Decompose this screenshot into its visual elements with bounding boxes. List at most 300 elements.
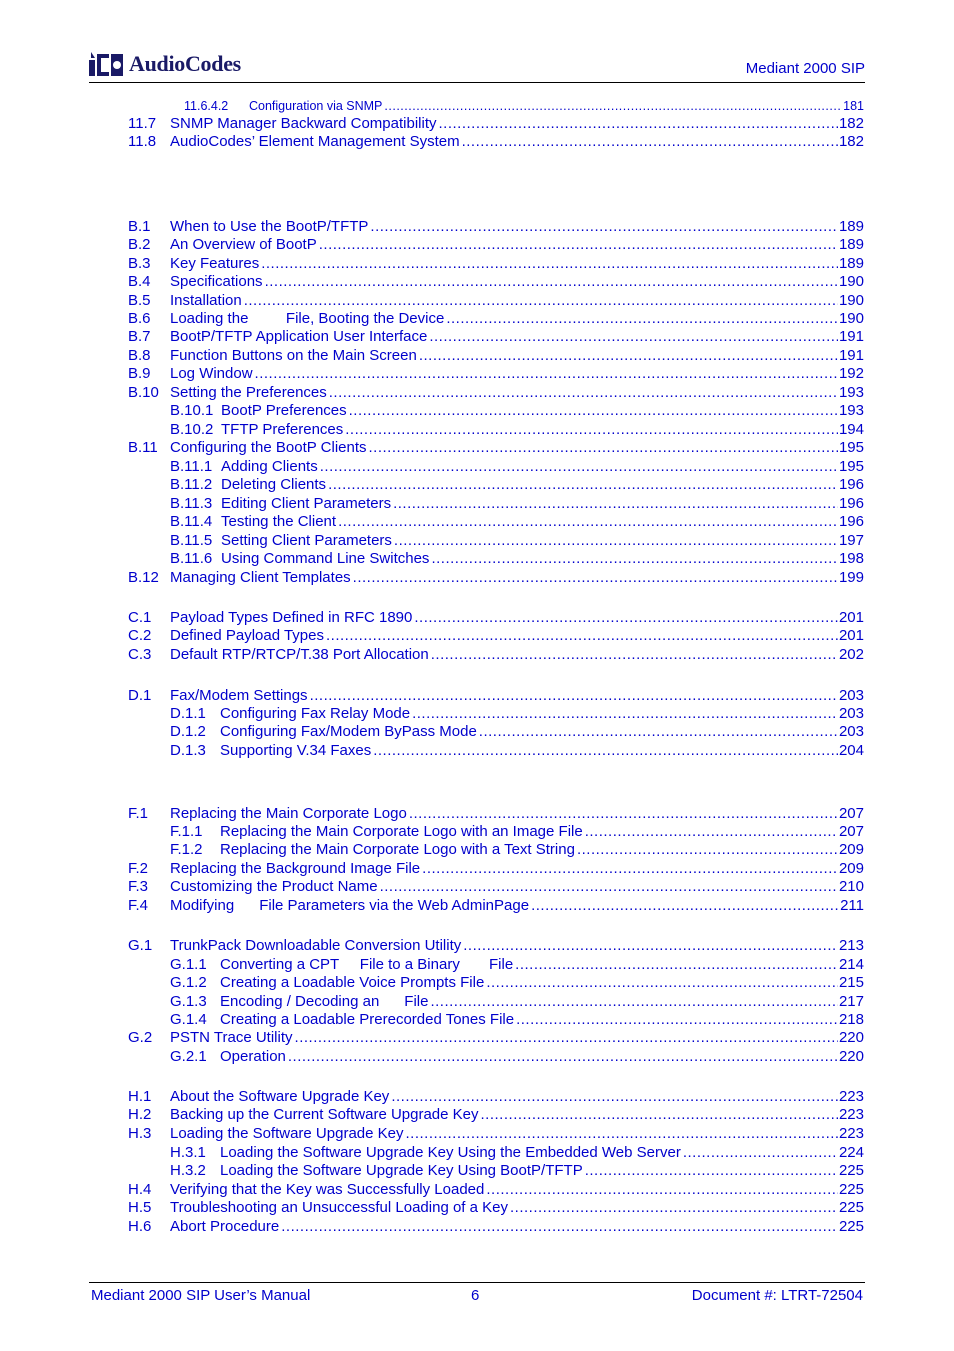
toc-entry-line bbox=[170, 365, 864, 383]
toc-entry-line bbox=[170, 1199, 864, 1217]
toc-entry[interactable] bbox=[0, 476, 954, 494]
toc-entry-number: G.1.2 bbox=[170, 974, 207, 991]
footer-manual-title: Mediant 2000 SIP User’s Manual bbox=[91, 1287, 311, 1304]
toc-entry-title: BootP Preferences bbox=[221, 402, 347, 419]
page-header bbox=[89, 46, 865, 83]
toc-entry-title: Fax/Modem Settings bbox=[170, 687, 308, 704]
toc-entry-line bbox=[220, 1144, 864, 1162]
toc-dot-leader bbox=[414, 609, 838, 627]
toc-entry[interactable] bbox=[0, 495, 954, 513]
toc-dot-leader bbox=[391, 1088, 838, 1106]
toc-entry-number: B.11.1 bbox=[170, 458, 213, 475]
toc-entry-line bbox=[170, 115, 864, 133]
toc-entry-page: 182 bbox=[838, 133, 864, 150]
toc-entry-title: Verifying that the Key was Successfully Loaded bbox=[170, 1181, 485, 1198]
toc-entry-number: 11.6.4.2 bbox=[184, 99, 229, 113]
toc-entry[interactable] bbox=[0, 1048, 954, 1066]
toc-entry[interactable] bbox=[0, 328, 954, 346]
toc-entry-line bbox=[220, 1162, 864, 1180]
toc-entry-line bbox=[220, 956, 864, 974]
toc-entry-title: Defined Payload Types bbox=[170, 627, 324, 644]
brand-name: AudioCodes bbox=[129, 51, 241, 76]
toc-dot-leader bbox=[486, 974, 838, 992]
toc-entry-title: Creating a Loadable Prerecorded Tones File bbox=[220, 1011, 515, 1028]
toc-entry-page: 190 bbox=[838, 310, 864, 327]
toc-entry-page: 194 bbox=[838, 421, 864, 438]
toc-entry-page: 198 bbox=[838, 550, 864, 567]
toc-entry-title: Supporting V.34 Faxes bbox=[220, 742, 372, 759]
toc-entry-title: Specifications bbox=[170, 273, 263, 290]
toc-entry-page: 204 bbox=[838, 742, 864, 759]
toc-entry-page: 196 bbox=[838, 476, 864, 493]
toc-dot-leader bbox=[353, 569, 838, 587]
toc-entry-page: 215 bbox=[838, 974, 864, 991]
toc-entry-page: 191 bbox=[838, 328, 864, 345]
toc-entry-number: G.2.1 bbox=[170, 1048, 207, 1065]
toc-entry-page: 217 bbox=[838, 993, 864, 1010]
toc-entry-page: 202 bbox=[838, 646, 864, 663]
toc-entry-page: 196 bbox=[838, 495, 864, 512]
audiocodes-logo bbox=[89, 48, 241, 80]
toc-entry-title: BootP/TFTP Application User Interface bbox=[170, 328, 428, 345]
toc-entry-number: H.3.2 bbox=[170, 1162, 206, 1179]
toc-dot-leader bbox=[683, 1144, 838, 1162]
toc-entry-title: TFTP Preferences bbox=[221, 421, 344, 438]
toc-entry-page: 224 bbox=[838, 1144, 864, 1161]
toc-entry[interactable] bbox=[0, 532, 954, 550]
toc-entry[interactable] bbox=[0, 609, 954, 627]
toc-entry-number: B.8 bbox=[128, 347, 151, 364]
toc-entry[interactable] bbox=[0, 723, 954, 741]
toc-entry-number: B.9 bbox=[128, 365, 151, 382]
toc-entry[interactable] bbox=[0, 439, 954, 457]
toc-entry-title: Replacing the Main Corporate Logo with an Image File bbox=[220, 823, 583, 840]
toc-entry-page: 209 bbox=[838, 860, 864, 877]
toc-entry-line bbox=[221, 458, 864, 476]
toc-dot-leader bbox=[338, 513, 838, 531]
toc-entry-line bbox=[170, 133, 864, 151]
toc-entry-number: F.1.1 bbox=[170, 823, 203, 840]
toc-entry[interactable] bbox=[0, 384, 954, 402]
toc-entry[interactable] bbox=[0, 627, 954, 645]
toc-entry-page: 225 bbox=[838, 1181, 864, 1198]
toc-entry[interactable] bbox=[0, 458, 954, 476]
toc-entry[interactable] bbox=[0, 255, 954, 273]
toc-entry-line bbox=[220, 841, 864, 859]
toc-entry-line bbox=[220, 723, 864, 741]
toc-entry-page: 189 bbox=[838, 218, 864, 235]
toc-entry-page: 197 bbox=[838, 532, 864, 549]
toc-entry-page: 199 bbox=[838, 569, 864, 586]
toc-entry-page: 209 bbox=[838, 841, 864, 858]
toc-entry-number: H.3.1 bbox=[170, 1144, 206, 1161]
toc-dot-leader bbox=[281, 1218, 838, 1236]
toc-entry-title: AudioCodes’ Element Management System bbox=[170, 133, 460, 150]
toc-entry-number: B.2 bbox=[128, 236, 151, 253]
toc-entry-title: Setting Client Parameters bbox=[221, 532, 392, 549]
toc-entry-number: F.2 bbox=[128, 860, 149, 877]
toc-entry-number: G.1.3 bbox=[170, 993, 207, 1010]
toc-entry-line bbox=[170, 439, 864, 457]
toc-entry-number: G.1.4 bbox=[170, 1011, 207, 1028]
toc-entry-line bbox=[221, 550, 864, 568]
toc-entry-page: 201 bbox=[838, 609, 864, 626]
toc-entry[interactable] bbox=[0, 569, 954, 587]
toc-entry[interactable] bbox=[0, 1106, 954, 1124]
toc-entry-number: D.1 bbox=[128, 687, 152, 704]
toc-entry-number: B.11.5 bbox=[170, 532, 213, 549]
toc-entry-page: 191 bbox=[838, 347, 864, 364]
toc-entry-title: Configuration via SNMP bbox=[249, 99, 383, 113]
toc-entry-title: Key Features bbox=[170, 255, 260, 272]
toc-entry-line bbox=[249, 97, 864, 115]
toc-entry[interactable] bbox=[0, 115, 954, 133]
toc-dot-leader bbox=[261, 255, 838, 273]
toc-entry-line bbox=[220, 1011, 864, 1029]
toc-dot-leader bbox=[255, 365, 838, 383]
toc-entry-number: D.1.1 bbox=[170, 705, 206, 722]
toc-entry-page: 196 bbox=[838, 513, 864, 530]
toc-entry-page: 203 bbox=[838, 705, 864, 722]
toc-entry-title: TrunkPack Downloadable Conversion Utility bbox=[170, 937, 462, 954]
toc-entry-title: SNMP Manager Backward Compatibility bbox=[170, 115, 437, 132]
toc-entry[interactable] bbox=[0, 1199, 954, 1217]
toc-entry[interactable] bbox=[0, 236, 954, 254]
toc-entry[interactable] bbox=[0, 1011, 954, 1029]
toc-entry-title: Loading the Software Upgrade Key Using BootP/TFTP bbox=[220, 1162, 583, 1179]
toc-dot-leader bbox=[370, 218, 838, 236]
footer-page-number: 6 bbox=[471, 1287, 480, 1304]
toc-entry[interactable] bbox=[0, 97, 954, 115]
toc-entry-number: 11.7 bbox=[128, 115, 157, 132]
toc-dot-leader bbox=[384, 97, 842, 115]
toc-dot-leader bbox=[373, 742, 838, 760]
toc-entry-line bbox=[220, 1048, 864, 1066]
toc-entry-number: D.1.2 bbox=[170, 723, 206, 740]
toc-entry-title: PSTN Trace Utility bbox=[170, 1029, 293, 1046]
toc-entry-title: Installation bbox=[170, 292, 242, 309]
toc-entry-title: Replacing the Background Image File bbox=[170, 860, 421, 877]
toc-entry-number: B.5 bbox=[128, 292, 151, 309]
toc-entry-number: B.10 bbox=[128, 384, 159, 401]
toc-dot-leader bbox=[319, 236, 838, 254]
toc-dot-leader bbox=[369, 439, 838, 457]
toc-entry-number: F.3 bbox=[128, 878, 149, 895]
toc-entry[interactable] bbox=[0, 1218, 954, 1236]
toc-entry-line bbox=[170, 328, 864, 346]
toc-entry-number: 11.8 bbox=[128, 133, 157, 150]
toc-entry-title: Payload Types Defined in RFC 1890 bbox=[170, 609, 413, 626]
toc-entry-page: 223 bbox=[838, 1125, 864, 1142]
toc-entry-number: C.1 bbox=[128, 609, 152, 626]
toc-entry-page: 190 bbox=[838, 273, 864, 290]
toc-entry[interactable] bbox=[0, 705, 954, 723]
toc-entry-page: 193 bbox=[838, 402, 864, 419]
toc-entry-number: B.11.2 bbox=[170, 476, 213, 493]
toc-entry-number: B.3 bbox=[128, 255, 151, 272]
toc-entry[interactable] bbox=[0, 974, 954, 992]
toc-entry-line bbox=[170, 218, 864, 236]
toc-entry-line bbox=[221, 513, 864, 531]
toc-dot-leader bbox=[310, 687, 838, 705]
toc-entry[interactable] bbox=[0, 402, 954, 420]
toc-dot-leader bbox=[345, 421, 838, 439]
toc-entry-page: 218 bbox=[838, 1011, 864, 1028]
toc-dot-leader bbox=[585, 1162, 838, 1180]
toc-entry-page: 181 bbox=[843, 99, 864, 113]
toc-dot-leader bbox=[439, 115, 838, 133]
toc-entry-page: 220 bbox=[838, 1029, 864, 1046]
toc-entry[interactable] bbox=[0, 310, 954, 328]
toc-entry-page: 203 bbox=[838, 723, 864, 740]
toc-entry-line bbox=[220, 705, 864, 723]
toc-entry-number: C.3 bbox=[128, 646, 152, 663]
toc-entry-number: C.2 bbox=[128, 627, 152, 644]
toc-entry[interactable] bbox=[0, 805, 954, 823]
toc-entry-line bbox=[170, 609, 864, 627]
toc-entry-number: G.2 bbox=[128, 1029, 153, 1046]
toc-entry-page: 190 bbox=[838, 292, 864, 309]
toc-dot-leader bbox=[288, 1048, 838, 1066]
toc-entry-number: H.5 bbox=[128, 1199, 152, 1216]
toc-entry-page: 182 bbox=[838, 115, 864, 132]
toc-entry-page: 214 bbox=[838, 956, 864, 973]
toc-entry-page: 189 bbox=[838, 236, 864, 253]
toc-dot-leader bbox=[320, 458, 838, 476]
toc-entry[interactable] bbox=[0, 273, 954, 291]
toc-entry-title: Loading the Software Upgrade Key Using the Embedded Web Server bbox=[220, 1144, 681, 1161]
toc-entry-line bbox=[220, 974, 864, 992]
toc-entry-title: Configuring Fax/Modem ByPass Mode bbox=[220, 723, 477, 740]
toc-entry[interactable] bbox=[0, 956, 954, 974]
toc-entry-number: B.4 bbox=[128, 273, 151, 290]
toc-entry[interactable] bbox=[0, 1181, 954, 1199]
toc-entry[interactable] bbox=[0, 878, 954, 896]
toc-entry[interactable] bbox=[0, 1162, 954, 1180]
toc-dot-leader bbox=[393, 495, 838, 513]
toc-entry-title: Abort Procedure bbox=[170, 1218, 280, 1235]
toc-entry-number: H.2 bbox=[128, 1106, 152, 1123]
toc-dot-leader bbox=[510, 1199, 838, 1217]
toc-entry-line bbox=[170, 687, 864, 705]
toc-dot-leader bbox=[394, 532, 838, 550]
toc-entry-page: 192 bbox=[838, 365, 864, 382]
toc-entry-line bbox=[221, 421, 864, 439]
toc-dot-leader bbox=[585, 823, 838, 841]
toc-entry-title: Deleting Clients bbox=[221, 476, 327, 493]
toc-entry-line bbox=[170, 569, 864, 587]
toc-entry-title: Customizing the Product Name bbox=[170, 878, 378, 895]
toc-entry[interactable] bbox=[0, 860, 954, 878]
toc-entry-line bbox=[170, 1106, 864, 1124]
toc-entry-page: 195 bbox=[838, 458, 864, 475]
toc-entry-title: Creating a Loadable Voice Prompts File bbox=[220, 974, 485, 991]
toc-entry-line bbox=[221, 532, 864, 550]
toc-entry-number: H.4 bbox=[128, 1181, 152, 1198]
toc-entry-title: Testing the Client bbox=[221, 513, 337, 530]
toc-entry-page: 225 bbox=[838, 1199, 864, 1216]
toc-entry-line bbox=[170, 1181, 864, 1199]
toc-entry-line bbox=[170, 897, 864, 915]
toc-dot-leader bbox=[329, 384, 838, 402]
toc-entry-title: Replacing the Main Corporate Logo bbox=[170, 805, 407, 822]
toc-dot-leader bbox=[406, 1125, 838, 1143]
toc-entry-line bbox=[170, 236, 864, 254]
toc-entry-number: B.11.6 bbox=[170, 550, 213, 567]
toc-entry-number: G.1.1 bbox=[170, 956, 207, 973]
toc-entry-number: H.6 bbox=[128, 1218, 152, 1235]
toc-entry-title: Log Window bbox=[170, 365, 253, 382]
toc-dot-leader bbox=[422, 860, 838, 878]
toc-entry-title: About the Software Upgrade Key bbox=[170, 1088, 390, 1105]
toc-entry[interactable] bbox=[0, 897, 954, 915]
toc-entry-number: B.1 bbox=[128, 218, 151, 235]
toc-entry-page: 189 bbox=[838, 255, 864, 272]
toc-dot-leader bbox=[479, 723, 838, 741]
toc-dot-leader bbox=[265, 273, 838, 291]
toc-entry-line bbox=[221, 402, 864, 420]
toc-entry-title: Setting the Preferences bbox=[170, 384, 327, 401]
toc-entry-line bbox=[170, 937, 864, 955]
toc-entry[interactable] bbox=[0, 1029, 954, 1047]
toc-entry-number: B.11.4 bbox=[170, 513, 213, 530]
toc-entry-page: 223 bbox=[838, 1106, 864, 1123]
toc-entry[interactable] bbox=[0, 1125, 954, 1143]
toc-entry-title: Loading the File, Booting the Device bbox=[170, 310, 445, 327]
toc-entry-line bbox=[221, 495, 864, 513]
toc-entry-title: Default RTP/RTCP/T.38 Port Allocation bbox=[170, 646, 429, 663]
toc-entry-page: 207 bbox=[838, 823, 864, 840]
toc-dot-leader bbox=[244, 292, 838, 310]
toc-entry-line bbox=[170, 273, 864, 291]
toc-dot-leader bbox=[412, 705, 838, 723]
toc-entry-line bbox=[170, 310, 864, 328]
toc-entry-number: B.6 bbox=[128, 310, 151, 327]
toc-entry[interactable] bbox=[0, 421, 954, 439]
toc-entry-title: An Overview of BootP bbox=[170, 236, 317, 253]
toc-entry[interactable] bbox=[0, 292, 954, 310]
toc-entry-number: B.11.3 bbox=[170, 495, 213, 512]
toc-dot-leader bbox=[531, 897, 839, 915]
toc-entry-number: D.1.3 bbox=[170, 742, 206, 759]
toc-entry[interactable] bbox=[0, 742, 954, 760]
toc-entry-page: 220 bbox=[838, 1048, 864, 1065]
toc-entry-page: 210 bbox=[838, 878, 864, 895]
toc-entry-title: Configuring Fax Relay Mode bbox=[220, 705, 411, 722]
toc-entry-page: 195 bbox=[838, 439, 864, 456]
footer-document-number: Document #: LTRT-72504 bbox=[691, 1287, 863, 1304]
audiocodes-logo-icon bbox=[89, 50, 125, 78]
toc-dot-leader bbox=[516, 1011, 838, 1029]
toc-entry-title: Converting a CPT File to a Binary File bbox=[220, 956, 514, 973]
toc-entry-line bbox=[170, 627, 864, 645]
toc-entry-title: Managing Client Templates bbox=[170, 569, 351, 586]
toc-entry[interactable] bbox=[0, 937, 954, 955]
toc-dot-leader bbox=[380, 878, 838, 896]
toc-dot-leader bbox=[349, 402, 838, 420]
toc-entry[interactable] bbox=[0, 823, 954, 841]
toc-entry-line bbox=[170, 347, 864, 365]
toc-entry-number: B.10.1 bbox=[170, 402, 214, 419]
toc-entry[interactable] bbox=[0, 841, 954, 859]
toc-entry-number: H.3 bbox=[128, 1125, 152, 1142]
toc-dot-leader bbox=[326, 627, 838, 645]
toc-dot-leader bbox=[431, 646, 838, 664]
toc-dot-leader bbox=[295, 1029, 838, 1047]
toc-entry-number: F.1 bbox=[128, 805, 149, 822]
toc-dot-leader bbox=[462, 133, 838, 151]
toc-entry[interactable] bbox=[0, 513, 954, 531]
toc-entry-line bbox=[170, 1218, 864, 1236]
toc-dot-leader bbox=[577, 841, 838, 859]
toc-entry-title: Encoding / Decoding an File bbox=[220, 993, 429, 1010]
toc-entry-title: Loading the Software Upgrade Key bbox=[170, 1125, 404, 1142]
toc-entry-number: F.1.2 bbox=[170, 841, 203, 858]
toc-entry-title: Editing Client Parameters bbox=[221, 495, 392, 512]
toc-entry-title: Operation bbox=[220, 1048, 286, 1065]
toc-entry[interactable] bbox=[0, 347, 954, 365]
toc-entry-line bbox=[170, 878, 864, 896]
toc-dot-leader bbox=[409, 805, 838, 823]
toc-dot-leader bbox=[446, 310, 838, 328]
toc-entry-number: G.1 bbox=[128, 937, 153, 954]
toc-entry-line bbox=[220, 742, 864, 760]
toc-entry-number: B.7 bbox=[128, 328, 151, 345]
toc-entry-line bbox=[170, 805, 864, 823]
toc-entry[interactable] bbox=[0, 646, 954, 664]
toc-entry[interactable] bbox=[0, 550, 954, 568]
toc-entry[interactable] bbox=[0, 687, 954, 705]
toc-entry-title: Modifying File Parameters via the Web AdminPage bbox=[170, 897, 530, 914]
toc-entry-line bbox=[170, 646, 864, 664]
toc-entry-title: Function Buttons on the Main Screen bbox=[170, 347, 417, 364]
toc-dot-leader bbox=[419, 347, 838, 365]
toc-dot-leader bbox=[486, 1181, 838, 1199]
toc-entry-page: 223 bbox=[838, 1088, 864, 1105]
toc-entry-line bbox=[170, 292, 864, 310]
toc-entry[interactable] bbox=[0, 1088, 954, 1106]
toc-entry-page: 201 bbox=[838, 627, 864, 644]
toc-entry[interactable] bbox=[0, 993, 954, 1011]
toc-entry-line bbox=[170, 1029, 864, 1047]
toc-dot-leader bbox=[515, 956, 838, 974]
toc-entry-page: 193 bbox=[838, 384, 864, 401]
toc-entry-title: Troubleshooting an Unsuccessful Loading of a Key bbox=[170, 1199, 508, 1216]
toc-entry-page: 225 bbox=[838, 1162, 864, 1179]
toc-entry[interactable] bbox=[0, 133, 954, 151]
toc-entry-title: When to Use the BootP/TFTP bbox=[170, 218, 369, 235]
toc-entry-number: B.12 bbox=[128, 569, 159, 586]
toc-entry[interactable] bbox=[0, 218, 954, 236]
toc-entry-page: 211 bbox=[840, 897, 864, 914]
toc-entry[interactable] bbox=[0, 1144, 954, 1162]
toc-dot-leader bbox=[328, 476, 838, 494]
toc-entry-line bbox=[170, 1088, 864, 1106]
toc-entry-title: Replacing the Main Corporate Logo with a Text String bbox=[220, 841, 575, 858]
toc-entry-number: B.11 bbox=[128, 439, 158, 456]
toc-entry-title: Configuring the BootP Clients bbox=[170, 439, 367, 456]
page-footer bbox=[89, 1282, 865, 1311]
toc-entry-line bbox=[170, 255, 864, 273]
toc-entry[interactable] bbox=[0, 365, 954, 383]
toc-dot-leader bbox=[463, 937, 838, 955]
toc-entry-title: Backing up the Current Software Upgrade Key bbox=[170, 1106, 479, 1123]
toc-entry-line bbox=[220, 993, 864, 1011]
toc-entry-line bbox=[170, 860, 864, 878]
toc-entry-line bbox=[221, 476, 864, 494]
toc-dot-leader bbox=[431, 550, 838, 568]
toc-entry-page: 225 bbox=[838, 1218, 864, 1235]
